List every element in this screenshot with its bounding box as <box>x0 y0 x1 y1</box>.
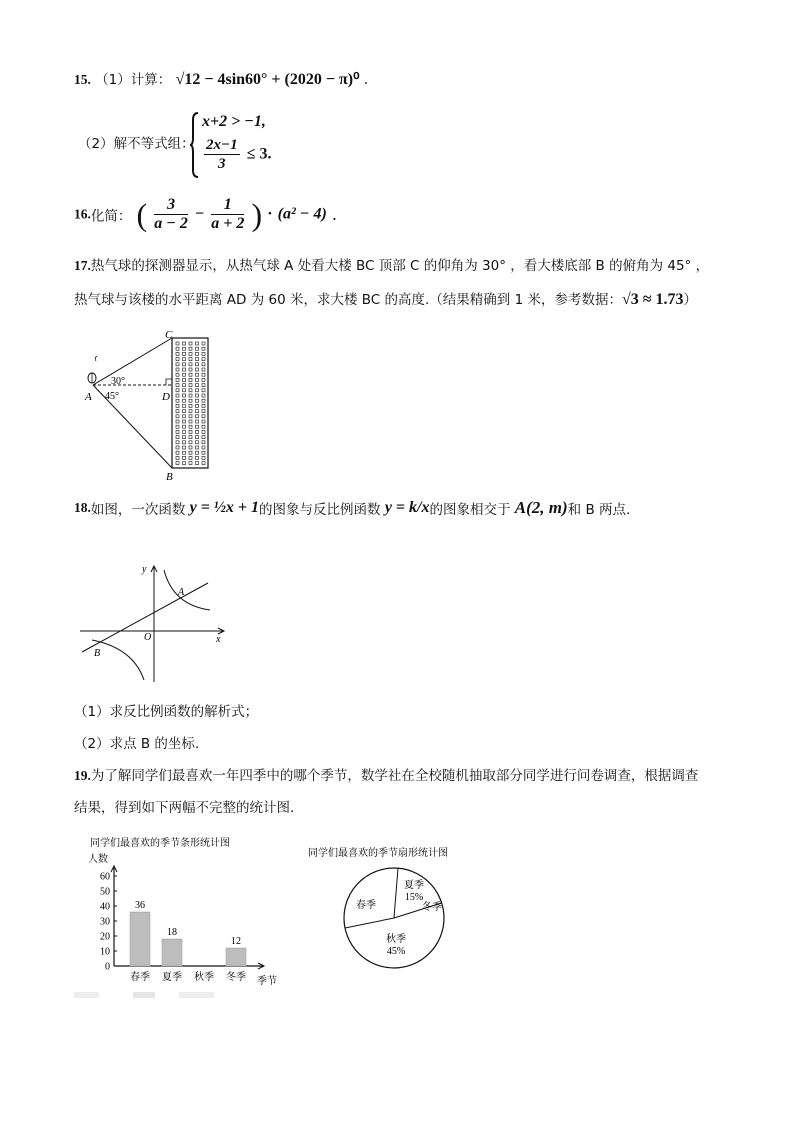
q16-frac2-den: a + 2 <box>211 215 245 232</box>
q16-minus: − <box>195 205 205 223</box>
q19-line2: 结果，得到如下两幅不完整的统计图. <box>74 800 295 816</box>
y-tick-label: 60 <box>100 871 110 883</box>
bar-chart-xlabel: 季节 <box>257 976 277 987</box>
q18-part1: （1）求反比例函数的解析式； <box>74 704 259 720</box>
bar-chart <box>74 832 289 992</box>
label-a: A <box>85 391 92 403</box>
category-label: 夏季 <box>162 972 182 983</box>
q18-text-b: 的图象与反比例函数 <box>259 502 381 518</box>
pie-chart-title: 同学们最喜欢的季节扇形统计图 <box>308 848 448 859</box>
q18-text-c: 的图象相交于 <box>429 502 511 518</box>
pie-slice-label: 夏季 <box>404 880 424 891</box>
q17-close: ） <box>683 292 698 308</box>
q15-part1 <box>74 70 368 90</box>
q18-statement <box>74 498 630 542</box>
bar <box>130 912 150 966</box>
bar <box>226 948 246 966</box>
q16-times: · <box>267 205 273 223</box>
q15-part2 <box>74 110 374 180</box>
q15-ineq2-num: 2x−1 <box>206 137 238 153</box>
bar-value-label: 12 <box>231 936 241 947</box>
q16-frac1-den: a − 2 <box>154 215 188 232</box>
q17-line1 <box>74 256 709 276</box>
q15-part2-label: （2）解不等式组： <box>78 136 195 152</box>
q18-linear: y = ½x + 1 <box>189 499 260 516</box>
q15-part1-tail: . <box>363 72 369 88</box>
label-b: B <box>166 471 173 483</box>
pie-slice-label: 冬季 <box>422 902 442 913</box>
pie-chart <box>302 842 502 972</box>
bar-value-label: 18 <box>167 927 177 938</box>
y-tick-label: 20 <box>100 931 110 943</box>
q15-brace <box>190 112 200 178</box>
q16: 16.化简： ( $\frac{3}{a - 2}$ − $\frac{1}{a + 2}$ ) · (a² − 4) . <box>74 196 337 233</box>
q18-figure <box>78 560 228 682</box>
line-ac <box>93 338 172 385</box>
q15-ineq2 <box>202 136 271 173</box>
q17-line1-text: 热气球的探测器显示，从热气球 A 处看大楼 BC 顶部 C 的仰角为 30° ，看大楼底部 B 的俯角为 45° ， <box>90 258 710 274</box>
q16-frac2-num: 1 <box>211 196 244 215</box>
y-tick-label: 10 <box>100 946 110 958</box>
hyperbola-branch-1 <box>164 570 210 610</box>
q16-frac1-num: 3 <box>154 196 188 215</box>
angle-30: 30° <box>111 376 125 387</box>
q17-ref: √3 ≈ 1.73 <box>621 291 684 308</box>
pie-slice-pct: 15% <box>404 892 424 903</box>
label-y: y <box>142 564 147 575</box>
scan-artifact <box>74 992 214 998</box>
category-label: 冬季 <box>226 972 246 983</box>
bar <box>162 939 182 966</box>
label-x: x <box>216 634 221 645</box>
label-a: A <box>178 587 185 598</box>
q18-text-d: 和 B 两点. <box>567 502 631 518</box>
q15-ineq2-rel: ≤ 3. <box>246 145 272 163</box>
q17-line2-text: 热气球与该楼的水平距离 AD 为 60 米，求大楼 BC 的高度.（结果精确到 1 米，参考数据： <box>74 292 622 308</box>
angle-45: 45° <box>105 391 119 402</box>
q18-inverse: y = k/x <box>384 499 430 516</box>
q18-part2: （2）求点 B 的坐标. <box>74 736 200 752</box>
bar-chart-title: 同学们最喜欢的季节条形统计图 <box>90 838 230 849</box>
y-tick-label: 40 <box>100 901 110 913</box>
bar-layer <box>100 866 264 983</box>
label-c: C <box>165 329 173 341</box>
y-tick-label: 0 <box>105 961 110 973</box>
q19-line1 <box>74 766 698 786</box>
q15-number: 15. <box>74 72 91 87</box>
label-b: B <box>94 648 101 659</box>
pie-slice-pct: 45% <box>386 946 406 957</box>
pie-slice-label: 春季 <box>356 900 376 911</box>
y-tick-label: 30 <box>100 916 110 928</box>
hyperbola-branch-2 <box>92 640 144 680</box>
q15-part1-label: （1）计算： <box>95 72 172 88</box>
q17-line2 <box>74 290 697 310</box>
label-o: O <box>144 632 152 643</box>
q19-line1-text: 为了解同学们最喜欢一年四季中的哪个季节，数学社在全校随机抽取部分同学进行问卷调查，根据调查 <box>90 768 699 784</box>
q15-ineq2-den: 3 <box>218 156 226 172</box>
category-label: 春季 <box>130 972 150 983</box>
q18-text-a: 如图，一次函数 <box>90 502 186 518</box>
q16-factor: (a² − 4) <box>277 205 327 223</box>
label-d: D <box>162 391 170 403</box>
q18-number: 18. <box>74 500 91 515</box>
wind-mark <box>95 356 97 361</box>
bar-chart-ylabel: 人数 <box>88 854 108 865</box>
category-label: 秋季 <box>194 972 214 983</box>
q18-point-a: A(2, m) <box>514 498 568 517</box>
q16-tail: . <box>331 205 337 224</box>
y-tick-label: 50 <box>100 886 110 898</box>
bar-value-label: 36 <box>135 900 145 911</box>
q16-label: 化简： <box>90 208 132 225</box>
pie-layer <box>344 868 444 968</box>
q17-number: 17. <box>74 258 91 273</box>
q16-number: 16. <box>74 206 91 222</box>
right-angle-mark <box>166 379 172 385</box>
q19-number: 19. <box>74 768 91 783</box>
pie-slice-label: 秋季 <box>386 934 406 945</box>
q15-part1-expr: √12 − 4sin60° + (2020 − π)⁰ <box>175 71 360 88</box>
q15-ineq1: x+2 > −1, <box>202 113 266 130</box>
q17-figure <box>80 328 230 484</box>
